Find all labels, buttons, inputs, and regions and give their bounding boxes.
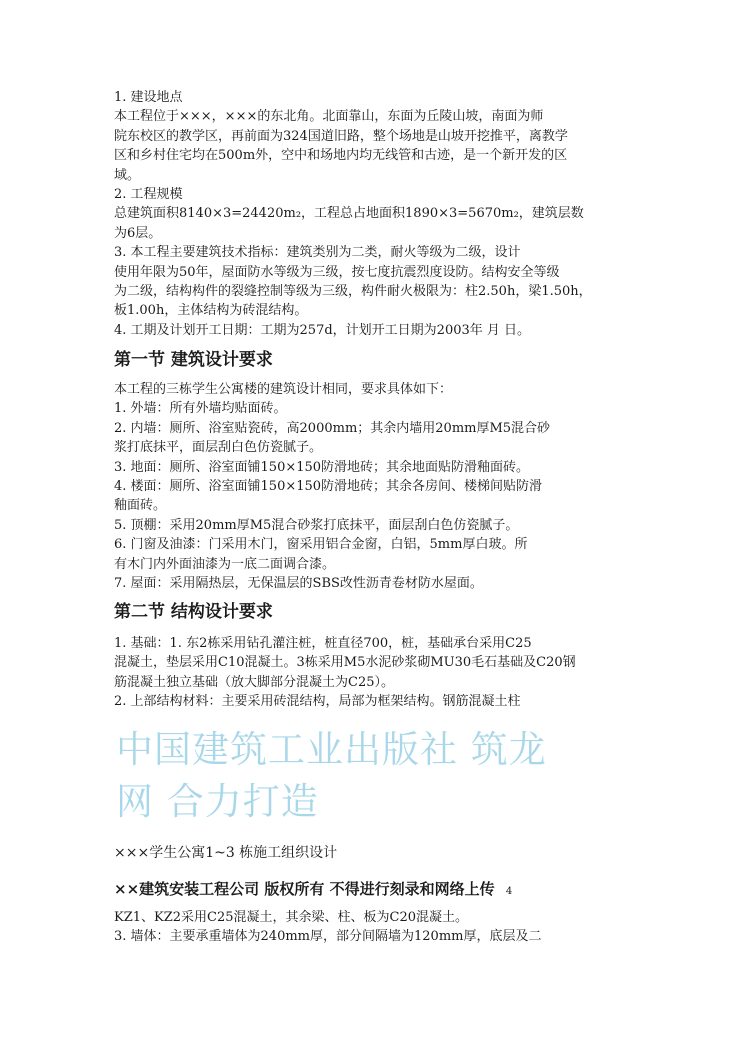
text-line: 总建筑面积8140×3=24420m₂，工程总占地面积1890×3=5670m₂，建筑层数 <box>114 206 584 222</box>
watermark-line: 中国建筑工业出版社 筑龙 <box>116 728 547 771</box>
text-line: 1. 基础：1. 东2栋采用钻孔灌注桩，桩直径700，桩，基础承台采用C25 <box>114 636 532 651</box>
text-line: 6. 门窗及油漆：门采用木门，窗采用铝合金窗，白铝，5mm厚白玻。所 <box>114 537 528 553</box>
section-heading-architecture: 第一节 建筑设计要求 <box>114 350 273 370</box>
copyright-text: ××建筑安装工程公司 版权所有 不得进行刻录和网络上传 <box>114 880 495 898</box>
text-line: 混凝土，垫层采用C10混凝土。3栋采用M5水泥砂浆砌MU30毛石基础及C20钢 <box>114 655 576 671</box>
text-line: 本工程位于×××，×××的东北角。北面靠山，东面为丘陵山坡，南面为师 <box>114 109 544 125</box>
section-structure-requirements <box>114 634 634 712</box>
text-line: 2. 上部结构材料：主要采用砖混结构，局部为框架结构。钢筋混凝土柱 <box>114 694 521 710</box>
text-line: 有木门内外面油漆为一底二面调合漆。 <box>114 556 336 572</box>
section-project-overview <box>114 88 634 340</box>
text-line: 使用年限为50年，屋面防水等级为三级，按七度抗震烈度设防。结构安全等级 <box>114 264 560 280</box>
text-line: 4. 楼面：厕所、浴室面铺150×150防滑地砖；其余各房间、楼梯间贴防滑 <box>114 479 543 495</box>
section-heading-structure: 第二节 结构设计要求 <box>114 602 273 622</box>
text-line: 为二级，结构构件的裂缝控制等级为三级，构件耐火极限为：柱2.50h，梁1.50h， <box>114 284 592 300</box>
page-number: 4 <box>505 886 513 897</box>
text-line: 3. 地面：厕所、浴室面铺150×150防滑地砖；其余地面贴防滑釉面砖。 <box>114 459 530 475</box>
text-line: 域。 <box>114 167 141 183</box>
text-line: 3. 本工程主要建筑技术指标：建筑类别为二类，耐火等级为二级，设计 <box>114 245 521 261</box>
text-line: 釉面砖。 <box>114 498 167 514</box>
text-line: 5. 顶棚：采用20mm厚M5混合砂浆打底抹平，面层刮白色仿瓷腻子。 <box>114 517 519 533</box>
text-line: 为6层。 <box>114 225 162 241</box>
text-line: 4. 工期及计划开工日期：工期为257d，计划开工日期为2003年 月 日。 <box>114 322 531 338</box>
text-line: 区和乡村住宅均在500m外，空中和场地内均无线管和古迹，是一个新开发的区 <box>114 148 568 164</box>
text-line: 1. 外墙：所有外墙均贴面砖。 <box>114 401 287 417</box>
text-line: 1. 建设地点 <box>114 90 183 105</box>
text-line: 板1.00h，主体结构为砖混结构。 <box>114 303 308 319</box>
text-line: 2. 工程规模 <box>114 187 183 203</box>
text-line: KZ1、KZ2采用C25混凝土，其余梁、柱、板为C20混凝土。 <box>114 910 469 925</box>
section-continuation <box>114 908 634 947</box>
document-title: ×××学生公寓1~3 栋施工组织设计 <box>114 845 338 861</box>
text-line: 筋混凝土独立基础（放大脚部分混凝土为C25）。 <box>114 674 394 690</box>
text-line: 院东校区的教学区，再前面为324国道旧路，整个场地是山坡开挖推平，离教学 <box>114 128 568 144</box>
publisher-watermark <box>116 724 636 828</box>
section-architecture-requirements <box>114 380 634 593</box>
text-line: 7. 屋面：采用隔热层，无保温层的SBS改性沥青卷材防水屋面。 <box>114 576 483 592</box>
text-line: 浆打底抹平，面层刮白色仿瓷腻子。 <box>114 440 323 456</box>
copyright-footer <box>114 878 512 899</box>
text-line: 2. 内墙：厕所、浴室贴瓷砖，高2000mm；其余内墙用20mm厚M5混合砂 <box>114 420 551 436</box>
watermark-line: 网 合力打造 <box>116 780 319 823</box>
text-line: 本工程的三栋学生公寓楼的建筑设计相同，要求具体如下： <box>114 382 453 397</box>
text-line: 3. 墙体：主要承重墙体为240mm厚，部分间隔墙为120mm厚，底层及二 <box>114 929 542 945</box>
